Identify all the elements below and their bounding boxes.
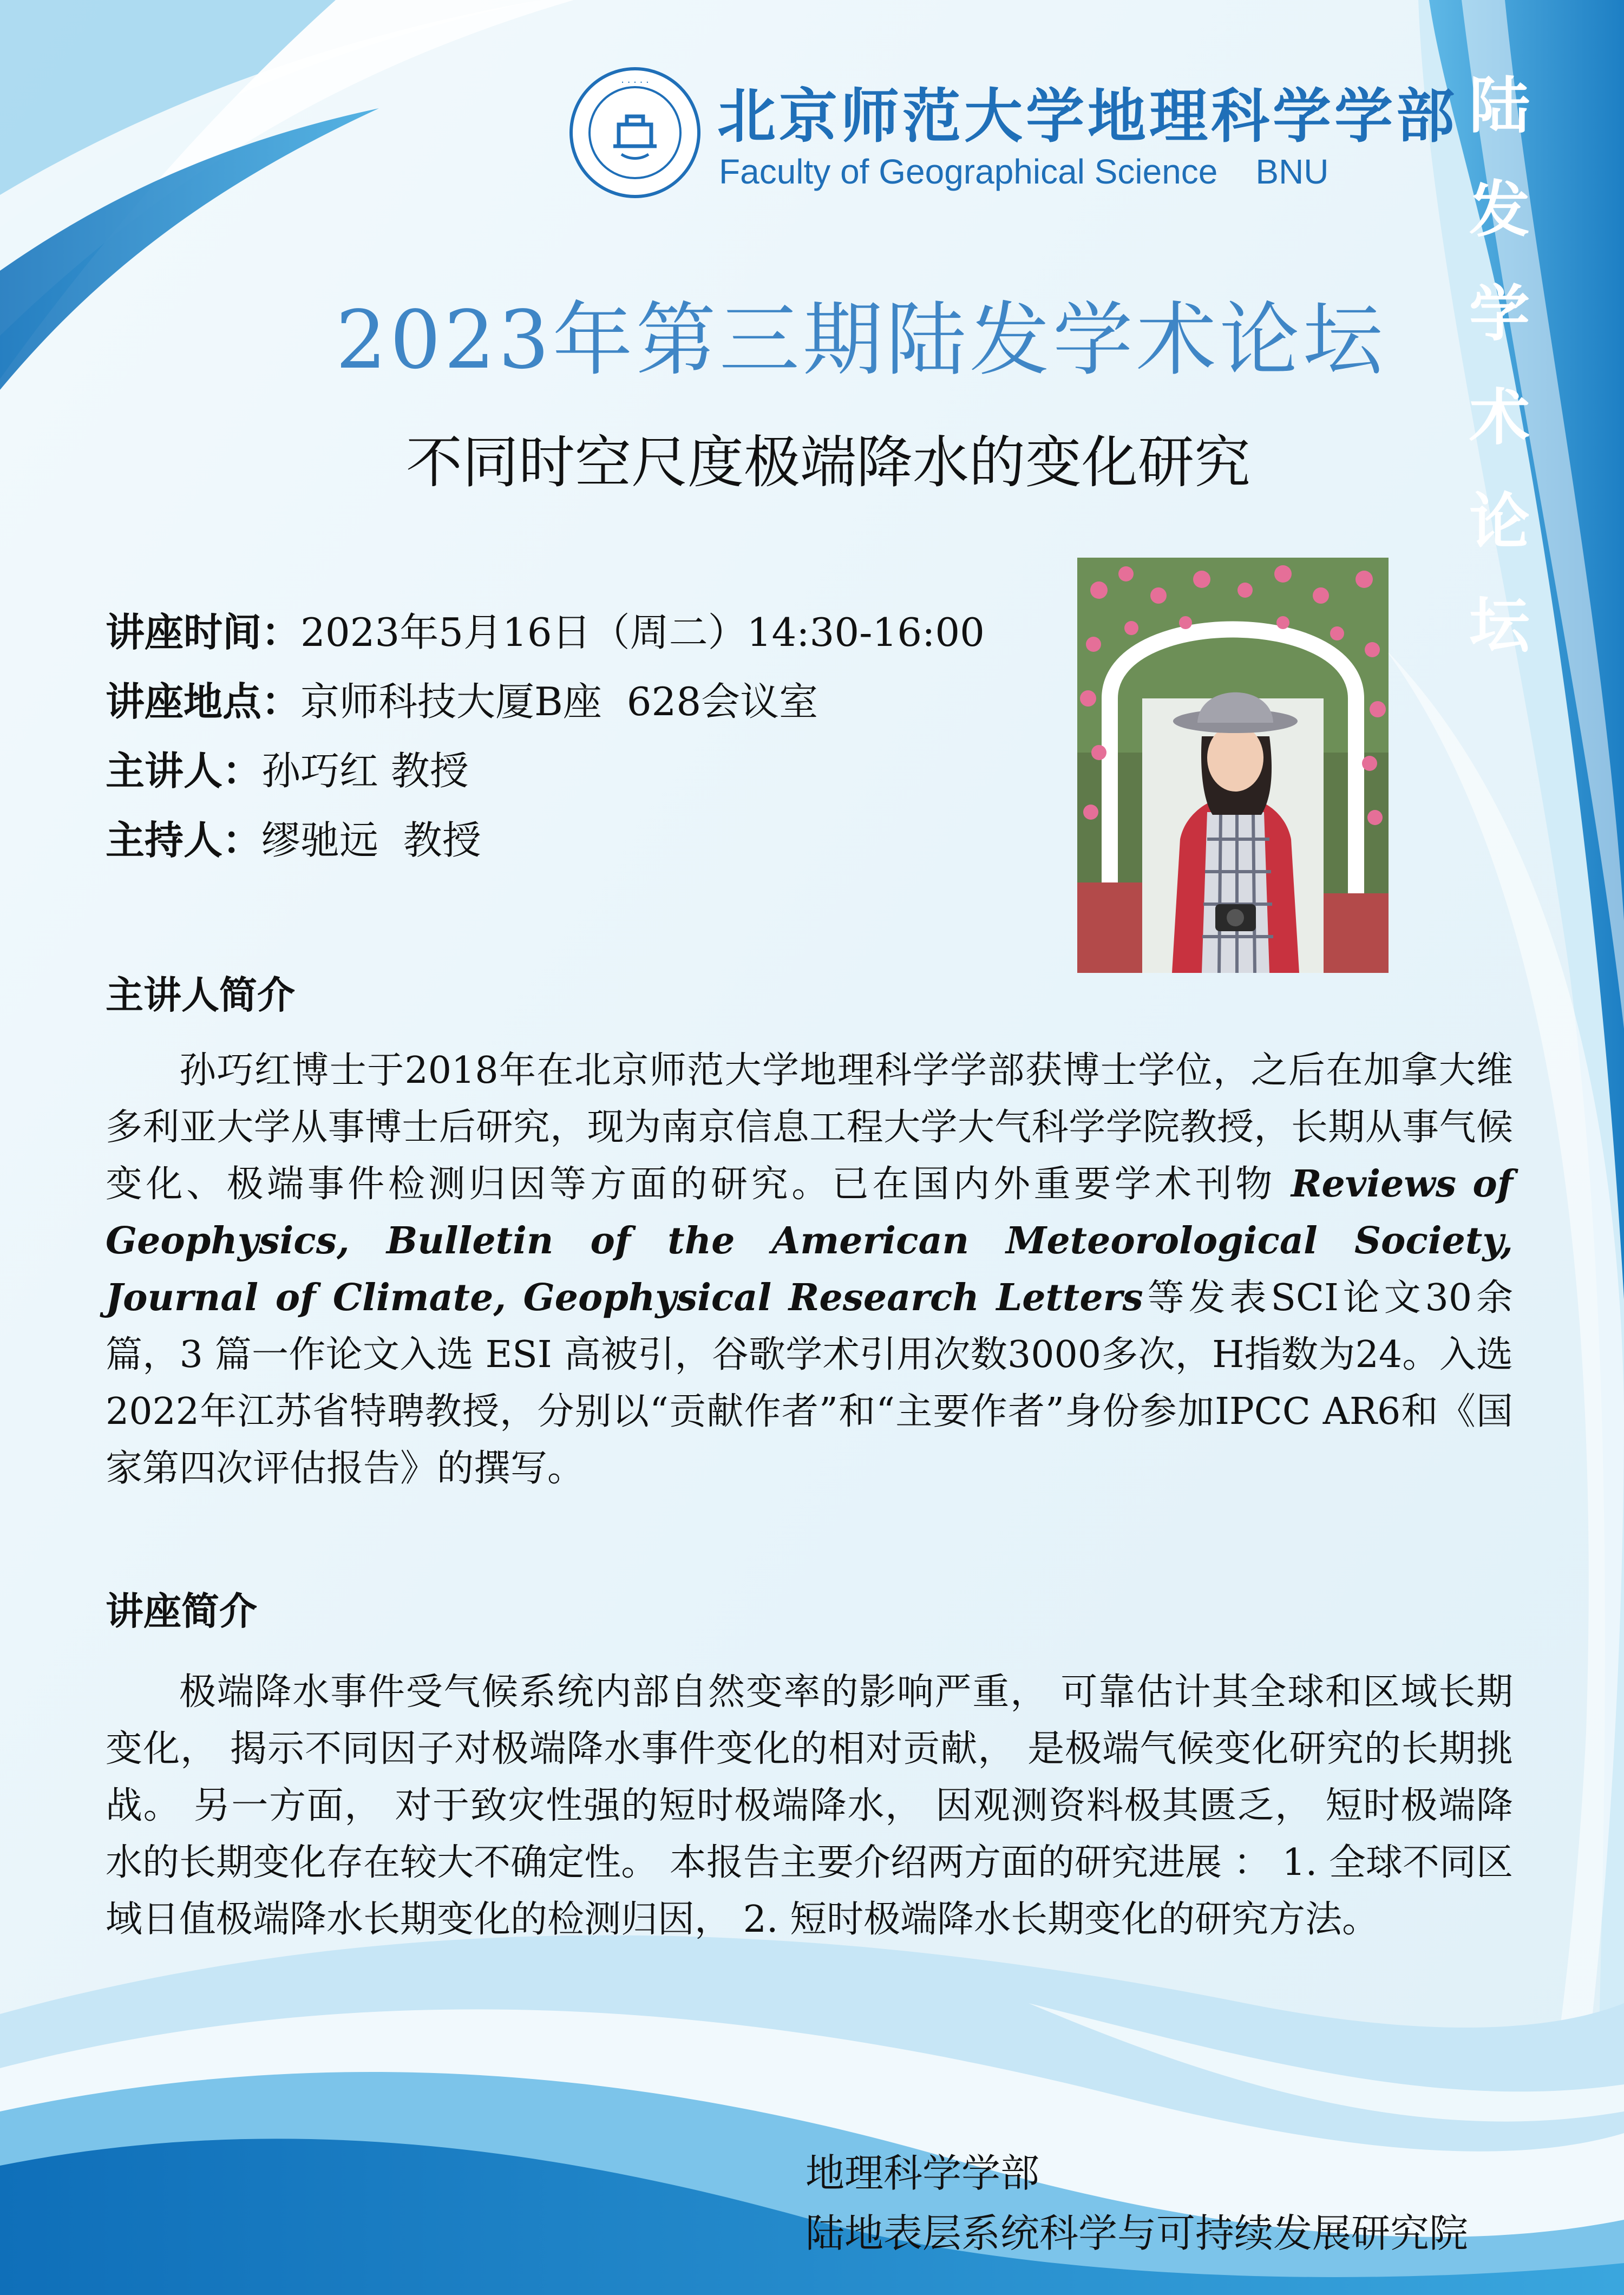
speaker-photo (1077, 558, 1389, 973)
host-label: 主持人： (106, 818, 262, 863)
bio-journals: Reviews of Geophysics, Bulletin of the American Meteorological Society, Journal of Climate, Geophysical Research Letters (106, 1162, 1513, 1319)
side-title-char: 陆 (1469, 70, 1530, 141)
bio-text-1: 孙巧红博士于2018年在北京师范大学地理科学学部获博士学位，之后在加拿大维多利亚大学从事博士后研究，现为南京信息工程大学大气科学学院教授，长期从事气候变化、极端事件检测归因等方面的研究。已在国内外重要学术刊物 (106, 1049, 1513, 1206)
place-value: 京师科技大厦B座 628会议室 (300, 679, 818, 724)
lecture-paragraph: 极端降水事件受气候系统内部自然变率的影响严重， 可靠估计其全球和区域长期变化， 揭示不同因子对极端降水事件变化的相对贡献， 是极端气候变化研究的长期挑战。 另一方面， 对于致灾性强的短时极端降水， 因观测资料极其匮乏， 短时极端降水的长期变化存在较大不确定性。 本报告主要介绍两方面的研究进展 ： 1. 全球不同区域日值极端降水长期变化的检测归因， 2. 短时极端降水长期变化的研究方法。 (106, 1671, 1513, 1941)
speaker-label: 主讲人： (106, 748, 262, 794)
bio-text-2: 等发表SCI论文30余篇，3 篇一作论文入选 ESI 高被引，谷歌学术引用次数3000多次，H指数为24。入选2022年江苏省特聘教授，分别以“贡献作者”和“主要作者”身份参加IPCC AR6和《国家第四次评估报告》的撰写。 (106, 1277, 1513, 1490)
org-name-cn: 北京师范大学地理科学学部 (717, 83, 1458, 151)
talk-title: 不同时空尺度极端降水的变化研究 (405, 429, 1250, 495)
side-title-char: 术 (1469, 382, 1530, 453)
time-label: 讲座时间： (106, 610, 301, 655)
side-title-char: 学 (1469, 278, 1530, 349)
time-value: 2023年5月16日（周二）14:30-16:00 (300, 610, 985, 655)
org-name-en: Faculty of Geographical Science (719, 152, 1218, 191)
footer-org-line2: 陆地表层系统科学与可持续发展研究院 (806, 2211, 1469, 2256)
place-label: 讲座地点： (106, 679, 301, 724)
svg-text:· · · · ·: · · · · · (621, 77, 649, 88)
footer-org-line1: 地理科学学部 (806, 2150, 1040, 2196)
side-title-char: 坛 (1469, 590, 1530, 661)
side-title (1451, 54, 1548, 678)
org-abbr: BNU (1255, 152, 1329, 191)
side-title-char: 论 (1469, 486, 1530, 557)
bio-heading: 主讲人简介 (106, 973, 295, 1017)
info-time (106, 601, 985, 657)
bio-paragraph (106, 1042, 1513, 1497)
info-host (106, 809, 481, 865)
side-title-char: 发 (1469, 174, 1530, 245)
info-place (106, 670, 818, 727)
host-value: 缪驰远 教授 (261, 818, 481, 863)
info-speaker (106, 740, 469, 796)
forum-title: 2023年第三期陆发学术论坛 (336, 293, 1386, 387)
org-name-en-line (719, 152, 1329, 192)
lecture-heading: 讲座简介 (106, 1589, 257, 1633)
speaker-value: 孙巧红 教授 (261, 748, 469, 794)
bnu-seal-icon (567, 65, 703, 200)
